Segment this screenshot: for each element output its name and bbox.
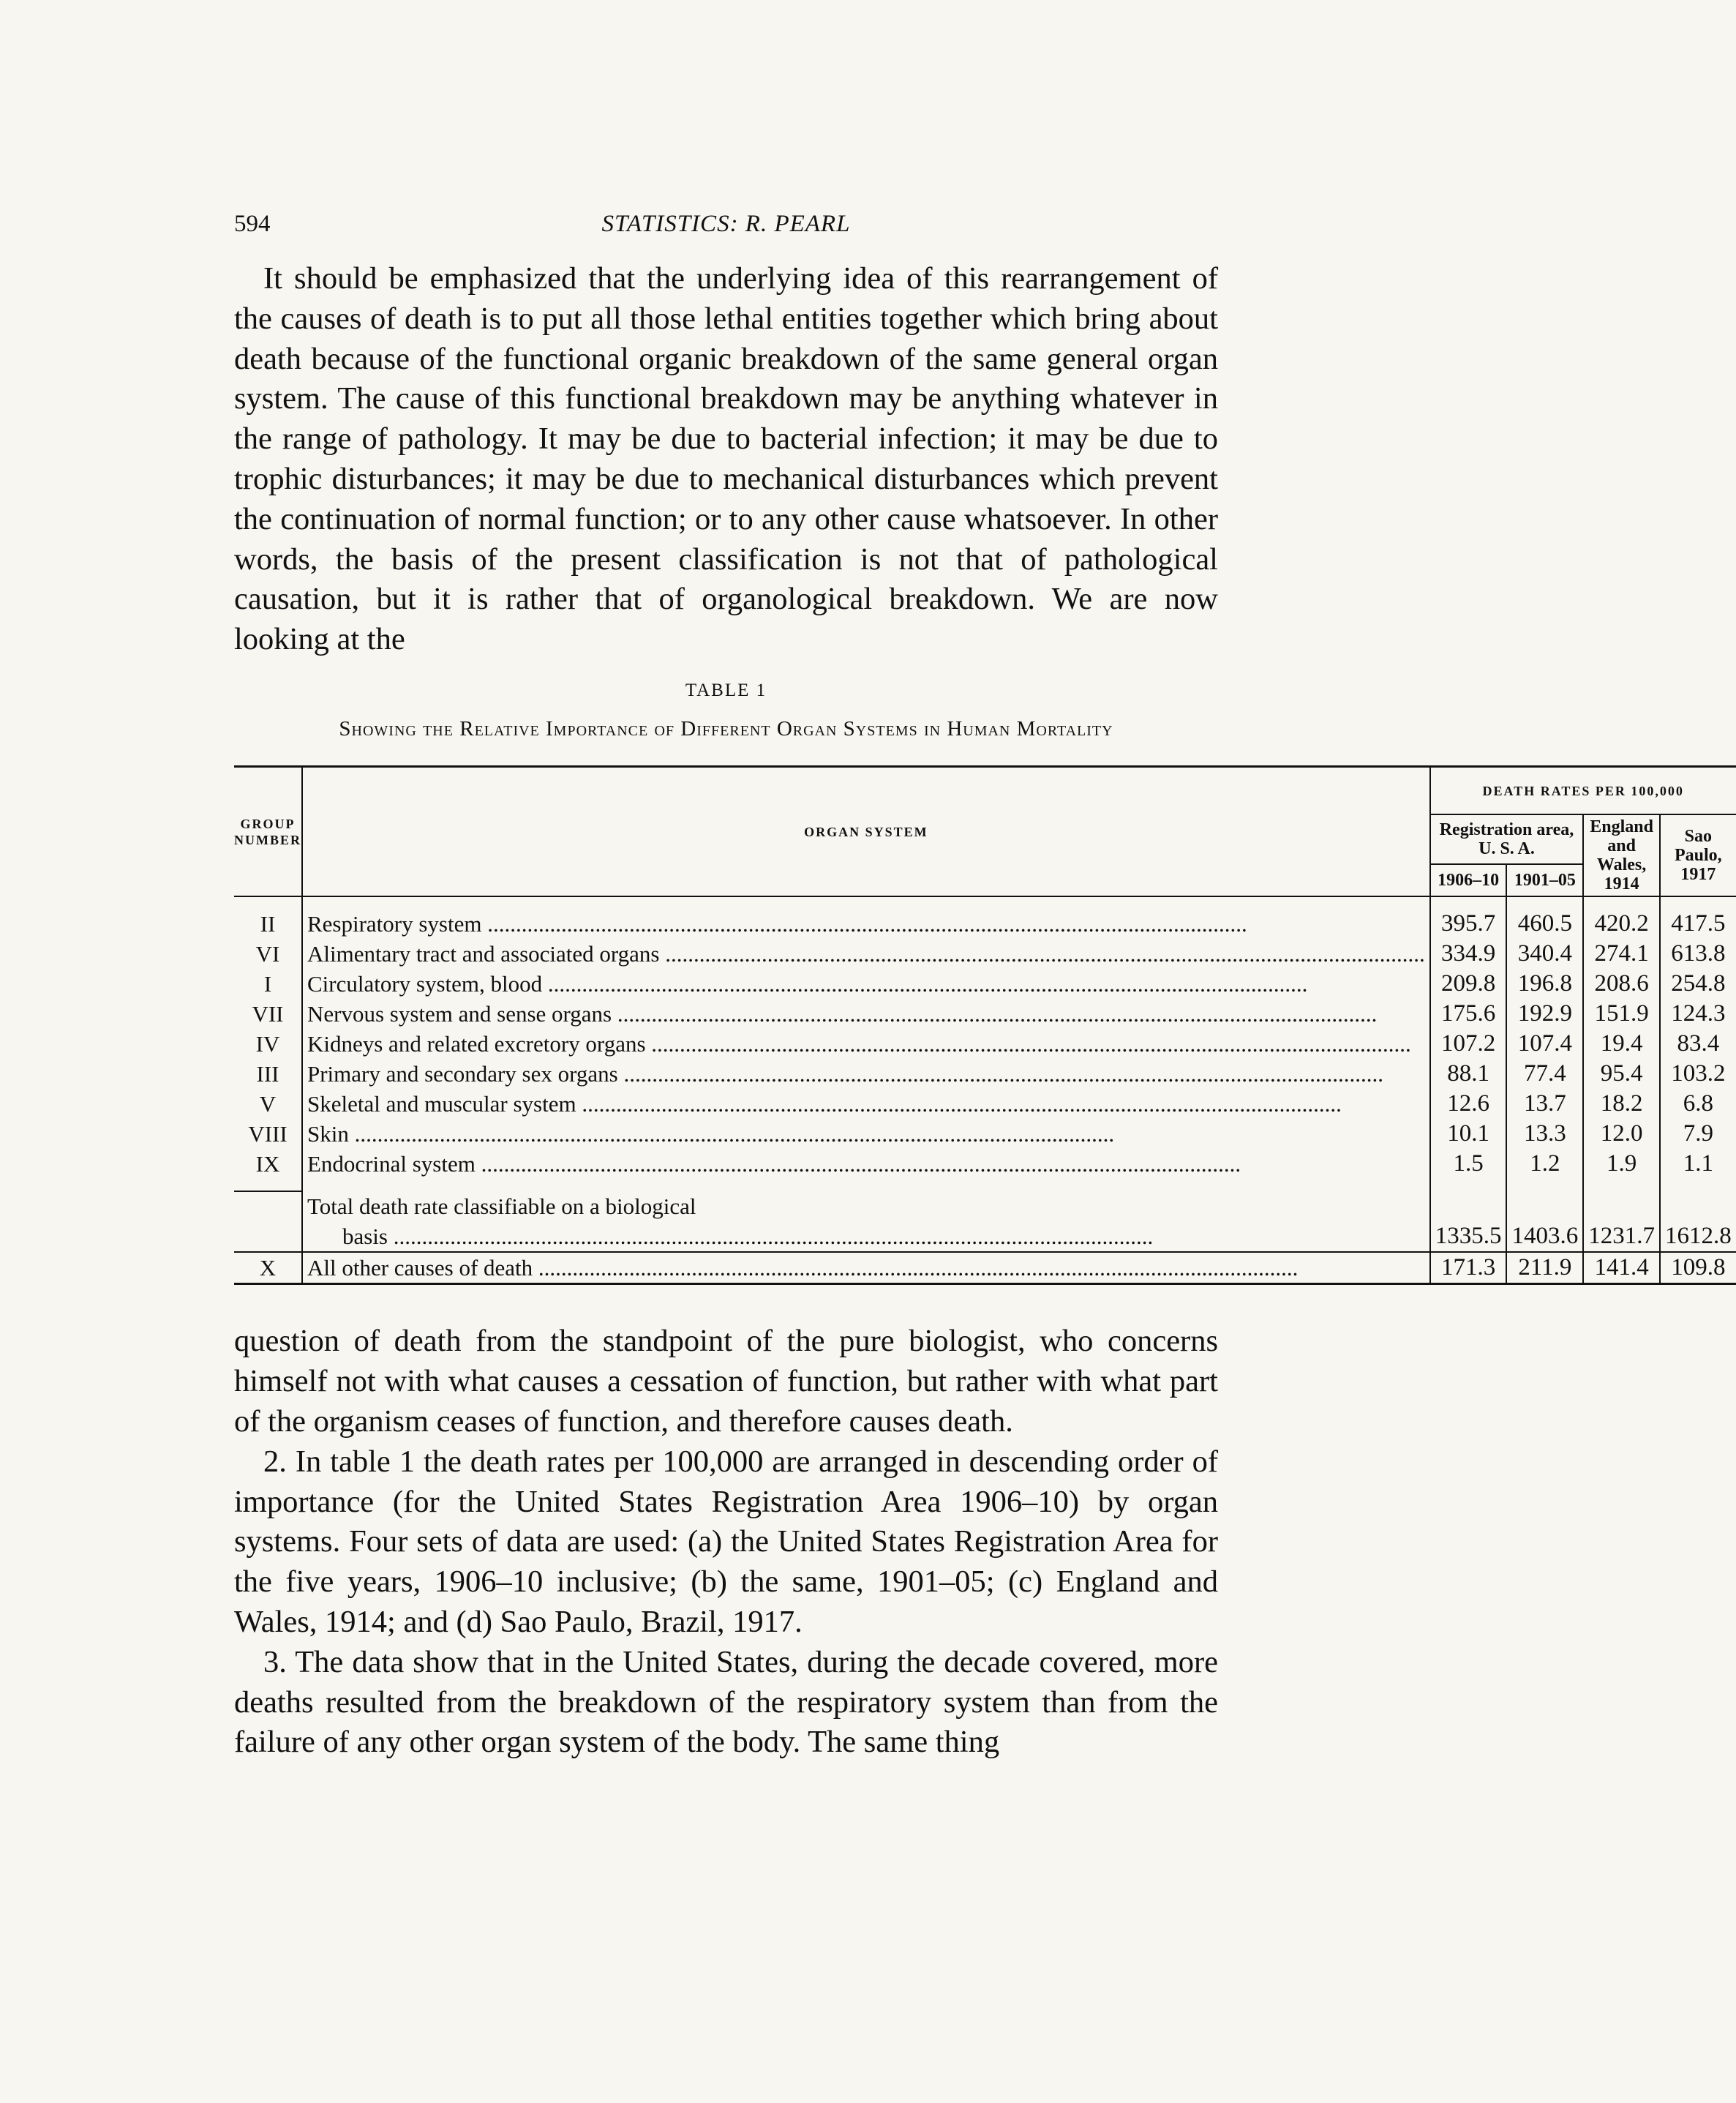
header-period-1901-05: 1901–05 bbox=[1506, 864, 1583, 896]
rate-1906-10: 334.9 bbox=[1430, 939, 1507, 969]
organ-system: Kidneys and related excretory organs ..... bbox=[302, 1029, 1430, 1059]
organ-system: All other causes of death ..... bbox=[302, 1252, 1430, 1284]
organ-system: Endocrinal system ..... bbox=[302, 1149, 1430, 1179]
total-1901-05: 1403.6 bbox=[1506, 1191, 1583, 1252]
header-group-number: GROUP NUMBER bbox=[234, 766, 302, 896]
group-number: VII bbox=[234, 999, 302, 1029]
rate-england: 18.2 bbox=[1583, 1089, 1660, 1119]
organ-system: Respiratory system ..... bbox=[302, 909, 1430, 939]
page bbox=[234, 205, 1732, 1763]
organ-system: Circulatory system, blood ..... bbox=[302, 969, 1430, 999]
rate-1906-10: 12.6 bbox=[1430, 1089, 1507, 1119]
table-row bbox=[234, 1029, 1736, 1059]
table-row bbox=[234, 1149, 1736, 1179]
group-number: III bbox=[234, 1059, 302, 1089]
rate-1906-10: 175.6 bbox=[1430, 999, 1507, 1029]
rate-sao-paulo: 6.8 bbox=[1683, 1090, 1713, 1117]
table-row bbox=[234, 1089, 1736, 1119]
rate-1901-05: 13.7 bbox=[1506, 1089, 1583, 1119]
rate-1901-05: 13.3 bbox=[1506, 1119, 1583, 1149]
rate-sao-paulo: 254.8 bbox=[1671, 970, 1726, 997]
header-death-rates: DEATH RATES PER 100,000 bbox=[1430, 766, 1736, 814]
rate-england: 274.1 bbox=[1583, 939, 1660, 969]
rate-sao-paulo: 613.8 bbox=[1671, 940, 1726, 967]
rate-1901-05: 211.9 bbox=[1506, 1252, 1583, 1284]
group-number: X bbox=[234, 1252, 302, 1284]
rate-sao-paulo: 7.9 bbox=[1683, 1120, 1713, 1147]
rate-1906-10: 107.2 bbox=[1430, 1029, 1507, 1059]
running-title: STATISTICS: R. PEARL bbox=[601, 211, 851, 237]
organ-system: Skin ..... bbox=[302, 1119, 1430, 1149]
page-number: 594 bbox=[234, 211, 271, 237]
rate-england: 1.9 bbox=[1583, 1149, 1660, 1179]
total-row bbox=[234, 1191, 1736, 1252]
paragraph-1: It should be emphasized that the underlying idea of this rearrangement of the causes of death is to put all those lethal entities together which bring about death because of the functional organic breakdown of the same general organ system. The cause of this functional breakdown may be anything whatever in the range of pathology. It may be due to bacterial infection; it may be due to trophic disturbances; it may be due to mechanical disturbances which prevent the continuation of normal function; or to any other cause whatsoever. In other words, the basis of the present classification is not that of pathological causation, but it is rather that of organological breakdown. We are now looking at the bbox=[234, 261, 1218, 657]
organ-system: Skeletal and muscular system ..... bbox=[302, 1089, 1430, 1119]
rate-sao-paulo: 83.4 bbox=[1677, 1030, 1720, 1057]
group-number: I bbox=[234, 969, 302, 999]
organ-system: Nervous system and sense organs ..... bbox=[302, 999, 1430, 1029]
header-period-1906-10: 1906–10 bbox=[1430, 864, 1507, 896]
rate-sao-paulo: 417.5 bbox=[1671, 910, 1726, 937]
rate-sao-paulo: 103.2 bbox=[1671, 1060, 1726, 1087]
table-label: TABLE 1 bbox=[685, 680, 767, 700]
header-sao-paulo: Sao Paulo, 1917 bbox=[1660, 814, 1736, 896]
rate-england: 420.2 bbox=[1583, 909, 1660, 939]
header-registration-area: Registration area, U. S. A. bbox=[1430, 814, 1584, 864]
table-row bbox=[234, 1059, 1736, 1089]
paragraph-2: question of death from the standpoint of the pure biologist, who concerns himself not with what causes a cessation of function, but rather with what part of the organism ceases of function, and therefore causes death. bbox=[234, 1324, 1218, 1439]
table-row bbox=[234, 939, 1736, 969]
rate-england: 141.4 bbox=[1583, 1252, 1660, 1284]
rate-1906-10: 88.1 bbox=[1430, 1059, 1507, 1089]
group-number: II bbox=[234, 909, 302, 939]
paragraph-3: 2. In table 1 the death rates per 100,000 are arranged in descending order of importance (for the United States Registration Area 1906–10) by organ systems. Four sets of data are used: (a) the United States Registration Area for the five years, 1906–10 inclusive; (b) the same, 1901–05; (c) England and Wales, 1914; and (d) Sao Paulo, Brazil, 1917. bbox=[234, 1444, 1218, 1640]
rate-1906-10: 1.5 bbox=[1430, 1149, 1507, 1179]
group-number: VI bbox=[234, 939, 302, 969]
total-1906-10: 1335.5 bbox=[1430, 1191, 1507, 1252]
group-number: V bbox=[234, 1089, 302, 1119]
rate-1906-10: 171.3 bbox=[1430, 1252, 1507, 1284]
total-sao-paulo: 1612.8 bbox=[1660, 1191, 1736, 1252]
header-organ-system: ORGAN SYSTEM bbox=[302, 766, 1430, 896]
rate-1901-05: 107.4 bbox=[1506, 1029, 1583, 1059]
rate-england: 151.9 bbox=[1583, 999, 1660, 1029]
rate-england: 19.4 bbox=[1583, 1029, 1660, 1059]
table-row bbox=[234, 999, 1736, 1029]
mortality-table bbox=[234, 765, 1736, 1286]
rate-sao-paulo: 1.1 bbox=[1683, 1150, 1713, 1177]
table-row bbox=[234, 909, 1736, 939]
rate-1901-05: 340.4 bbox=[1506, 939, 1583, 969]
rate-sao-paulo: 124.3 bbox=[1671, 1000, 1726, 1027]
total-england: 1231.7 bbox=[1583, 1191, 1660, 1252]
organ-system: Alimentary tract and associated organs ..... bbox=[302, 939, 1430, 969]
rate-england: 95.4 bbox=[1583, 1059, 1660, 1089]
table-row bbox=[234, 1119, 1736, 1149]
header-england-wales: England and Wales, 1914 bbox=[1583, 814, 1660, 896]
rate-england: 208.6 bbox=[1583, 969, 1660, 999]
rate-sao-paulo: 109.8 bbox=[1671, 1254, 1726, 1281]
rate-england: 12.0 bbox=[1583, 1119, 1660, 1149]
rate-1906-10: 209.8 bbox=[1430, 969, 1507, 999]
other-causes-row bbox=[234, 1252, 1736, 1284]
rate-1906-10: 10.1 bbox=[1430, 1119, 1507, 1149]
rate-1901-05: 192.9 bbox=[1506, 999, 1583, 1029]
rate-1901-05: 77.4 bbox=[1506, 1059, 1583, 1089]
group-number: IX bbox=[234, 1149, 302, 1179]
group-number: IV bbox=[234, 1029, 302, 1059]
table-row bbox=[234, 969, 1736, 999]
rate-1901-05: 460.5 bbox=[1506, 909, 1583, 939]
rate-1901-05: 196.8 bbox=[1506, 969, 1583, 999]
total-label: Total death rate classifiable on a biological basis ..... bbox=[302, 1191, 1430, 1252]
rate-1901-05: 1.2 bbox=[1506, 1149, 1583, 1179]
organ-system: Primary and secondary sex organs ..... bbox=[302, 1059, 1430, 1089]
rate-1906-10: 395.7 bbox=[1430, 909, 1507, 939]
running-head bbox=[234, 205, 1218, 249]
table-caption: Showing the Relative Importance of Different Organ Systems in Human Mortality bbox=[339, 716, 1113, 741]
paragraph-4: 3. The data show that in the United States, during the decade covered, more deaths resulted from the breakdown of the respiratory system than from the failure of any other organ system of the body. The same thing bbox=[234, 1644, 1218, 1760]
group-number: VIII bbox=[234, 1119, 302, 1149]
